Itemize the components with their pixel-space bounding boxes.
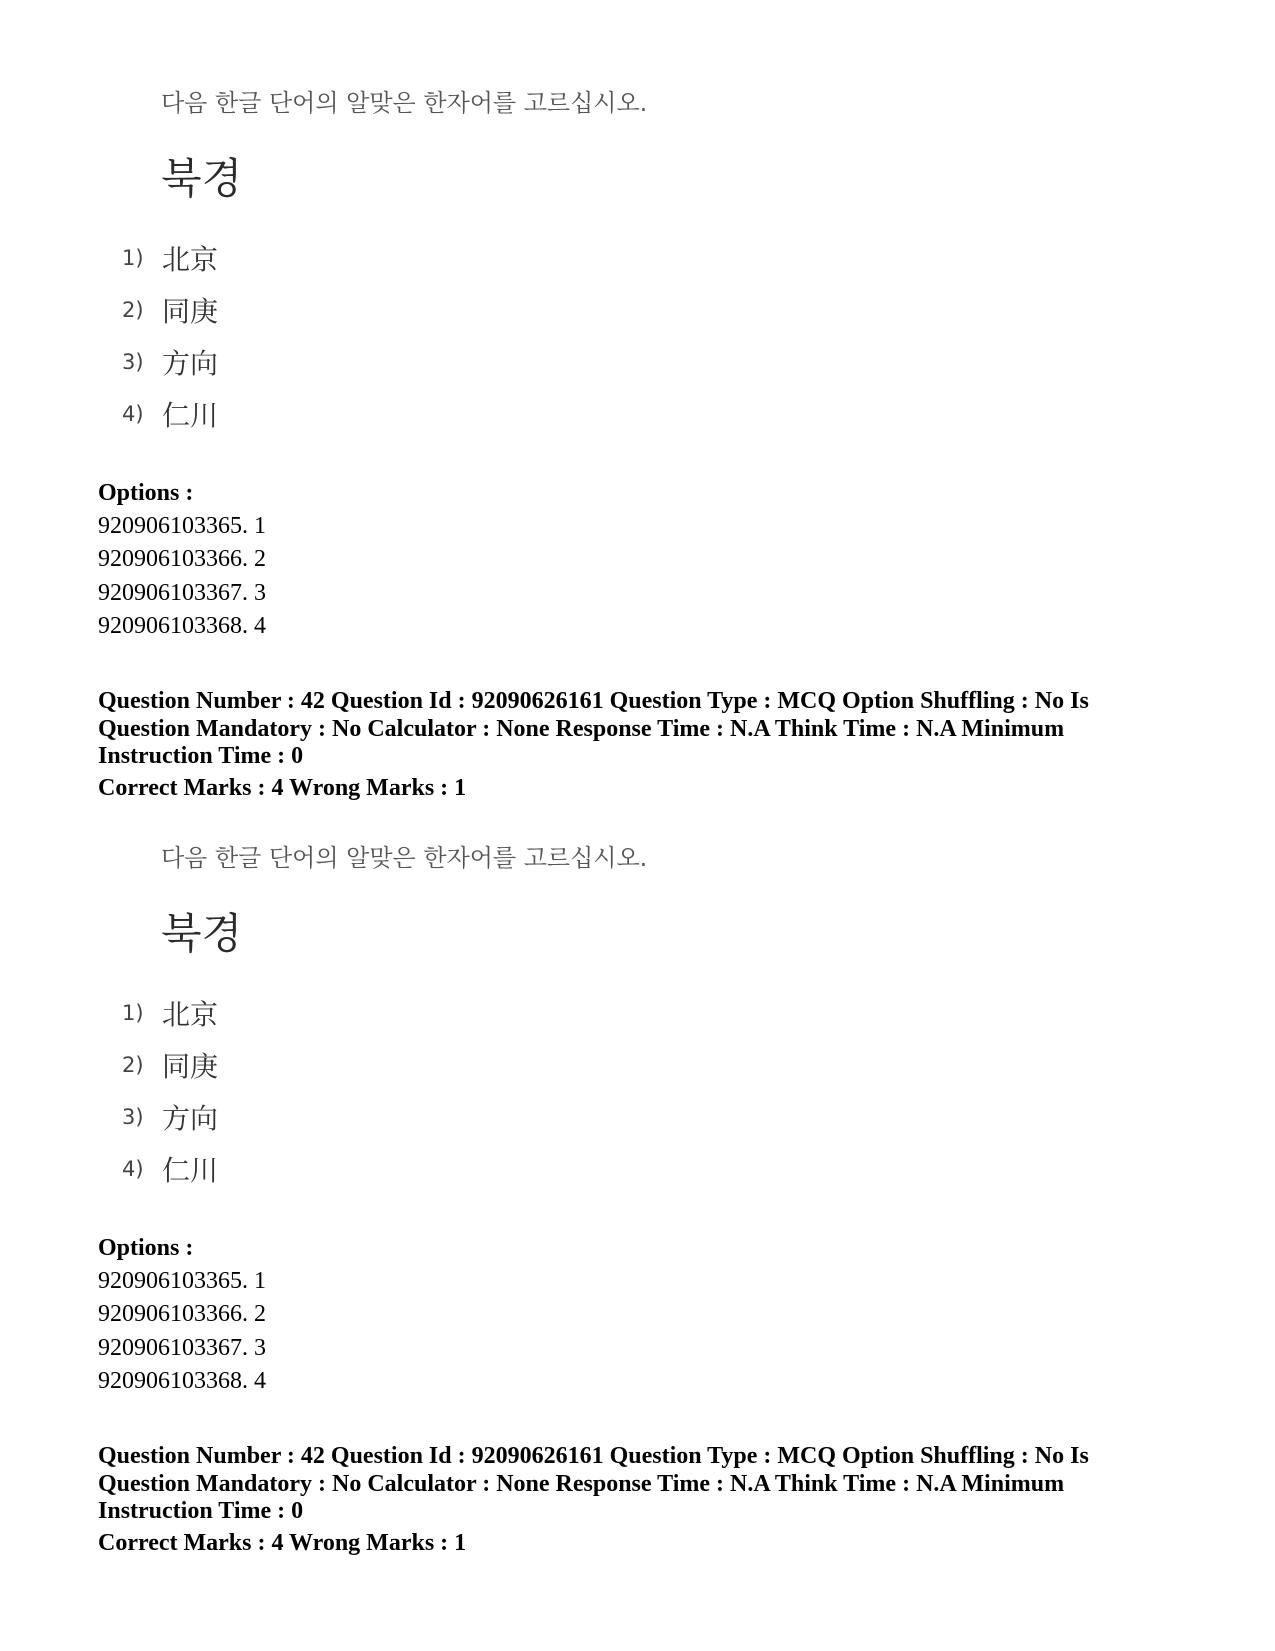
choice-text: 北京 (162, 998, 219, 1031)
choice-text: 仁川 (162, 399, 219, 432)
option-line: 920906103368. 4 (98, 1368, 266, 1394)
option-line: 920906103366. 2 (98, 1301, 266, 1327)
choice-4 (122, 1149, 218, 1189)
question-instruction: 다음 한글 단어의 알맞은 한자어를 고르십시오. (161, 844, 648, 872)
choice-4 (122, 394, 218, 434)
option-line: 920906103365. 1 (98, 1268, 266, 1294)
option-line: 920906103365. 1 (98, 513, 266, 539)
choice-text: 仁川 (162, 1154, 219, 1187)
choice-number: 2) (122, 1053, 144, 1077)
choice-number: 2) (122, 298, 144, 322)
question-word: 북경 (161, 909, 243, 958)
choice-2 (122, 1045, 218, 1085)
marks-line: Correct Marks : 4 Wrong Marks : 1 (98, 775, 467, 801)
choice-2 (122, 290, 218, 330)
choice-number: 4) (122, 1157, 144, 1181)
question-word: 북경 (161, 154, 243, 203)
choice-number: 1) (122, 1001, 144, 1025)
option-line: 920906103367. 3 (98, 1335, 266, 1361)
option-line: 920906103367. 3 (98, 580, 266, 606)
choice-number: 3) (122, 350, 144, 374)
choice-1 (122, 238, 218, 278)
options-heading: Options : (98, 1235, 194, 1261)
options-heading: Options : (98, 480, 194, 506)
choice-text: 方向 (162, 347, 219, 380)
choice-1 (122, 993, 218, 1033)
choice-3 (122, 1097, 218, 1137)
choice-text: 北京 (162, 243, 219, 276)
question-instruction: 다음 한글 단어의 알맞은 한자어를 고르십시오. (161, 89, 648, 117)
marks-line: Correct Marks : 4 Wrong Marks : 1 (98, 1530, 467, 1556)
question-metadata: Question Number : 42 Question Id : 92090626161 Question Type : MCQ Option Shuffling : No Is Question Mandatory : No Calculator : None Response Time : N.A Think Time : N.A Minimum Instruction Time : 0 (98, 1443, 1089, 1524)
choice-text: 同庚 (162, 1050, 219, 1083)
choice-3 (122, 342, 218, 382)
option-line: 920906103368. 4 (98, 613, 266, 639)
choice-number: 3) (122, 1105, 144, 1129)
choice-text: 方向 (162, 1102, 219, 1135)
question-metadata: Question Number : 42 Question Id : 92090626161 Question Type : MCQ Option Shuffling : No Is Question Mandatory : No Calculator : None Response Time : N.A Think Time : N.A Minimum Instruction Time : 0 (98, 688, 1089, 769)
choice-number: 4) (122, 402, 144, 426)
choice-number: 1) (122, 246, 144, 270)
choice-text: 同庚 (162, 295, 219, 328)
option-line: 920906103366. 2 (98, 546, 266, 572)
